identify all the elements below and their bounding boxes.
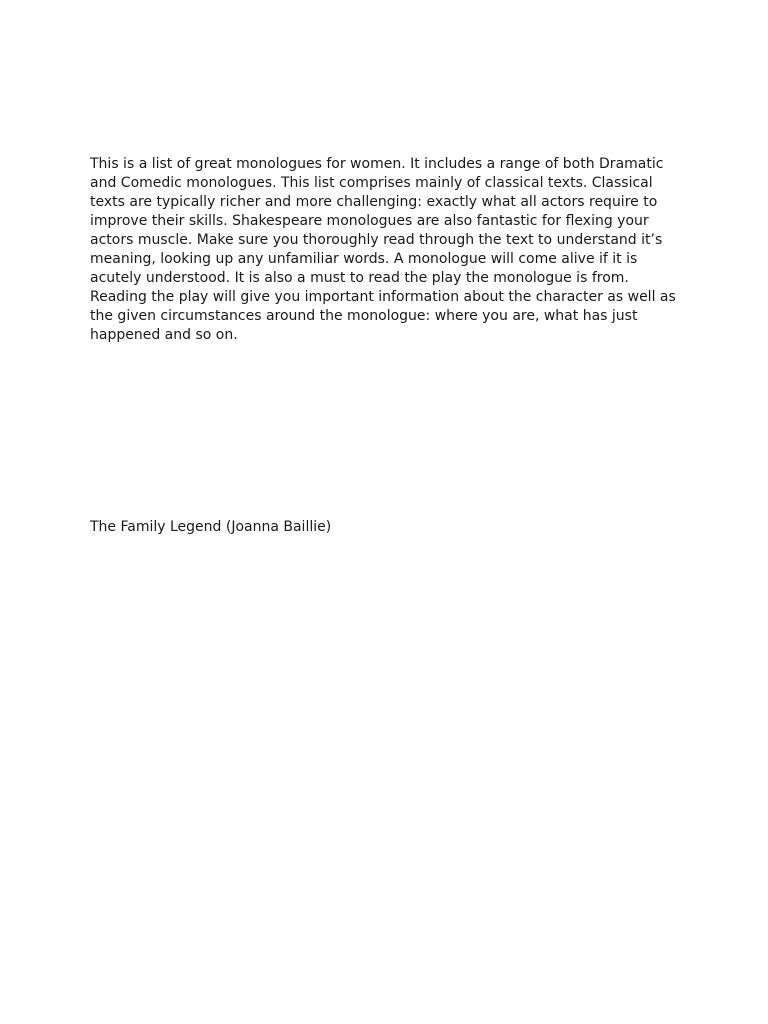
intro-line: happened and so on.: [90, 327, 238, 343]
intro-line: the given circumstances around the monologue: where you are, what has just: [90, 308, 638, 324]
intro-line: Reading the play will give you important information about the character as well as: [90, 289, 676, 305]
intro-line: This is a list of great monologues for women. It includes a range of both Dramatic: [90, 156, 664, 172]
intro-line: improve their skills. Shakespeare monologues are also fantastic for flexing your: [90, 213, 649, 229]
section-title: The Family Legend (Joanna Baillie): [90, 519, 332, 535]
intro-paragraph: [90, 155, 690, 345]
intro-line: acutely understood. It is also a must to read the play the monologue is from.: [90, 270, 629, 286]
intro-line: and Comedic monologues. This list comprises mainly of classical texts. Classical: [90, 175, 653, 191]
intro-line: actors muscle. Make sure you thoroughly read through the text to understand it’s: [90, 232, 663, 248]
intro-line: texts are typically richer and more challenging: exactly what all actors require to: [90, 194, 658, 210]
intro-line: meaning, looking up any unfamiliar words. A monologue will come alive if it is: [90, 251, 638, 267]
